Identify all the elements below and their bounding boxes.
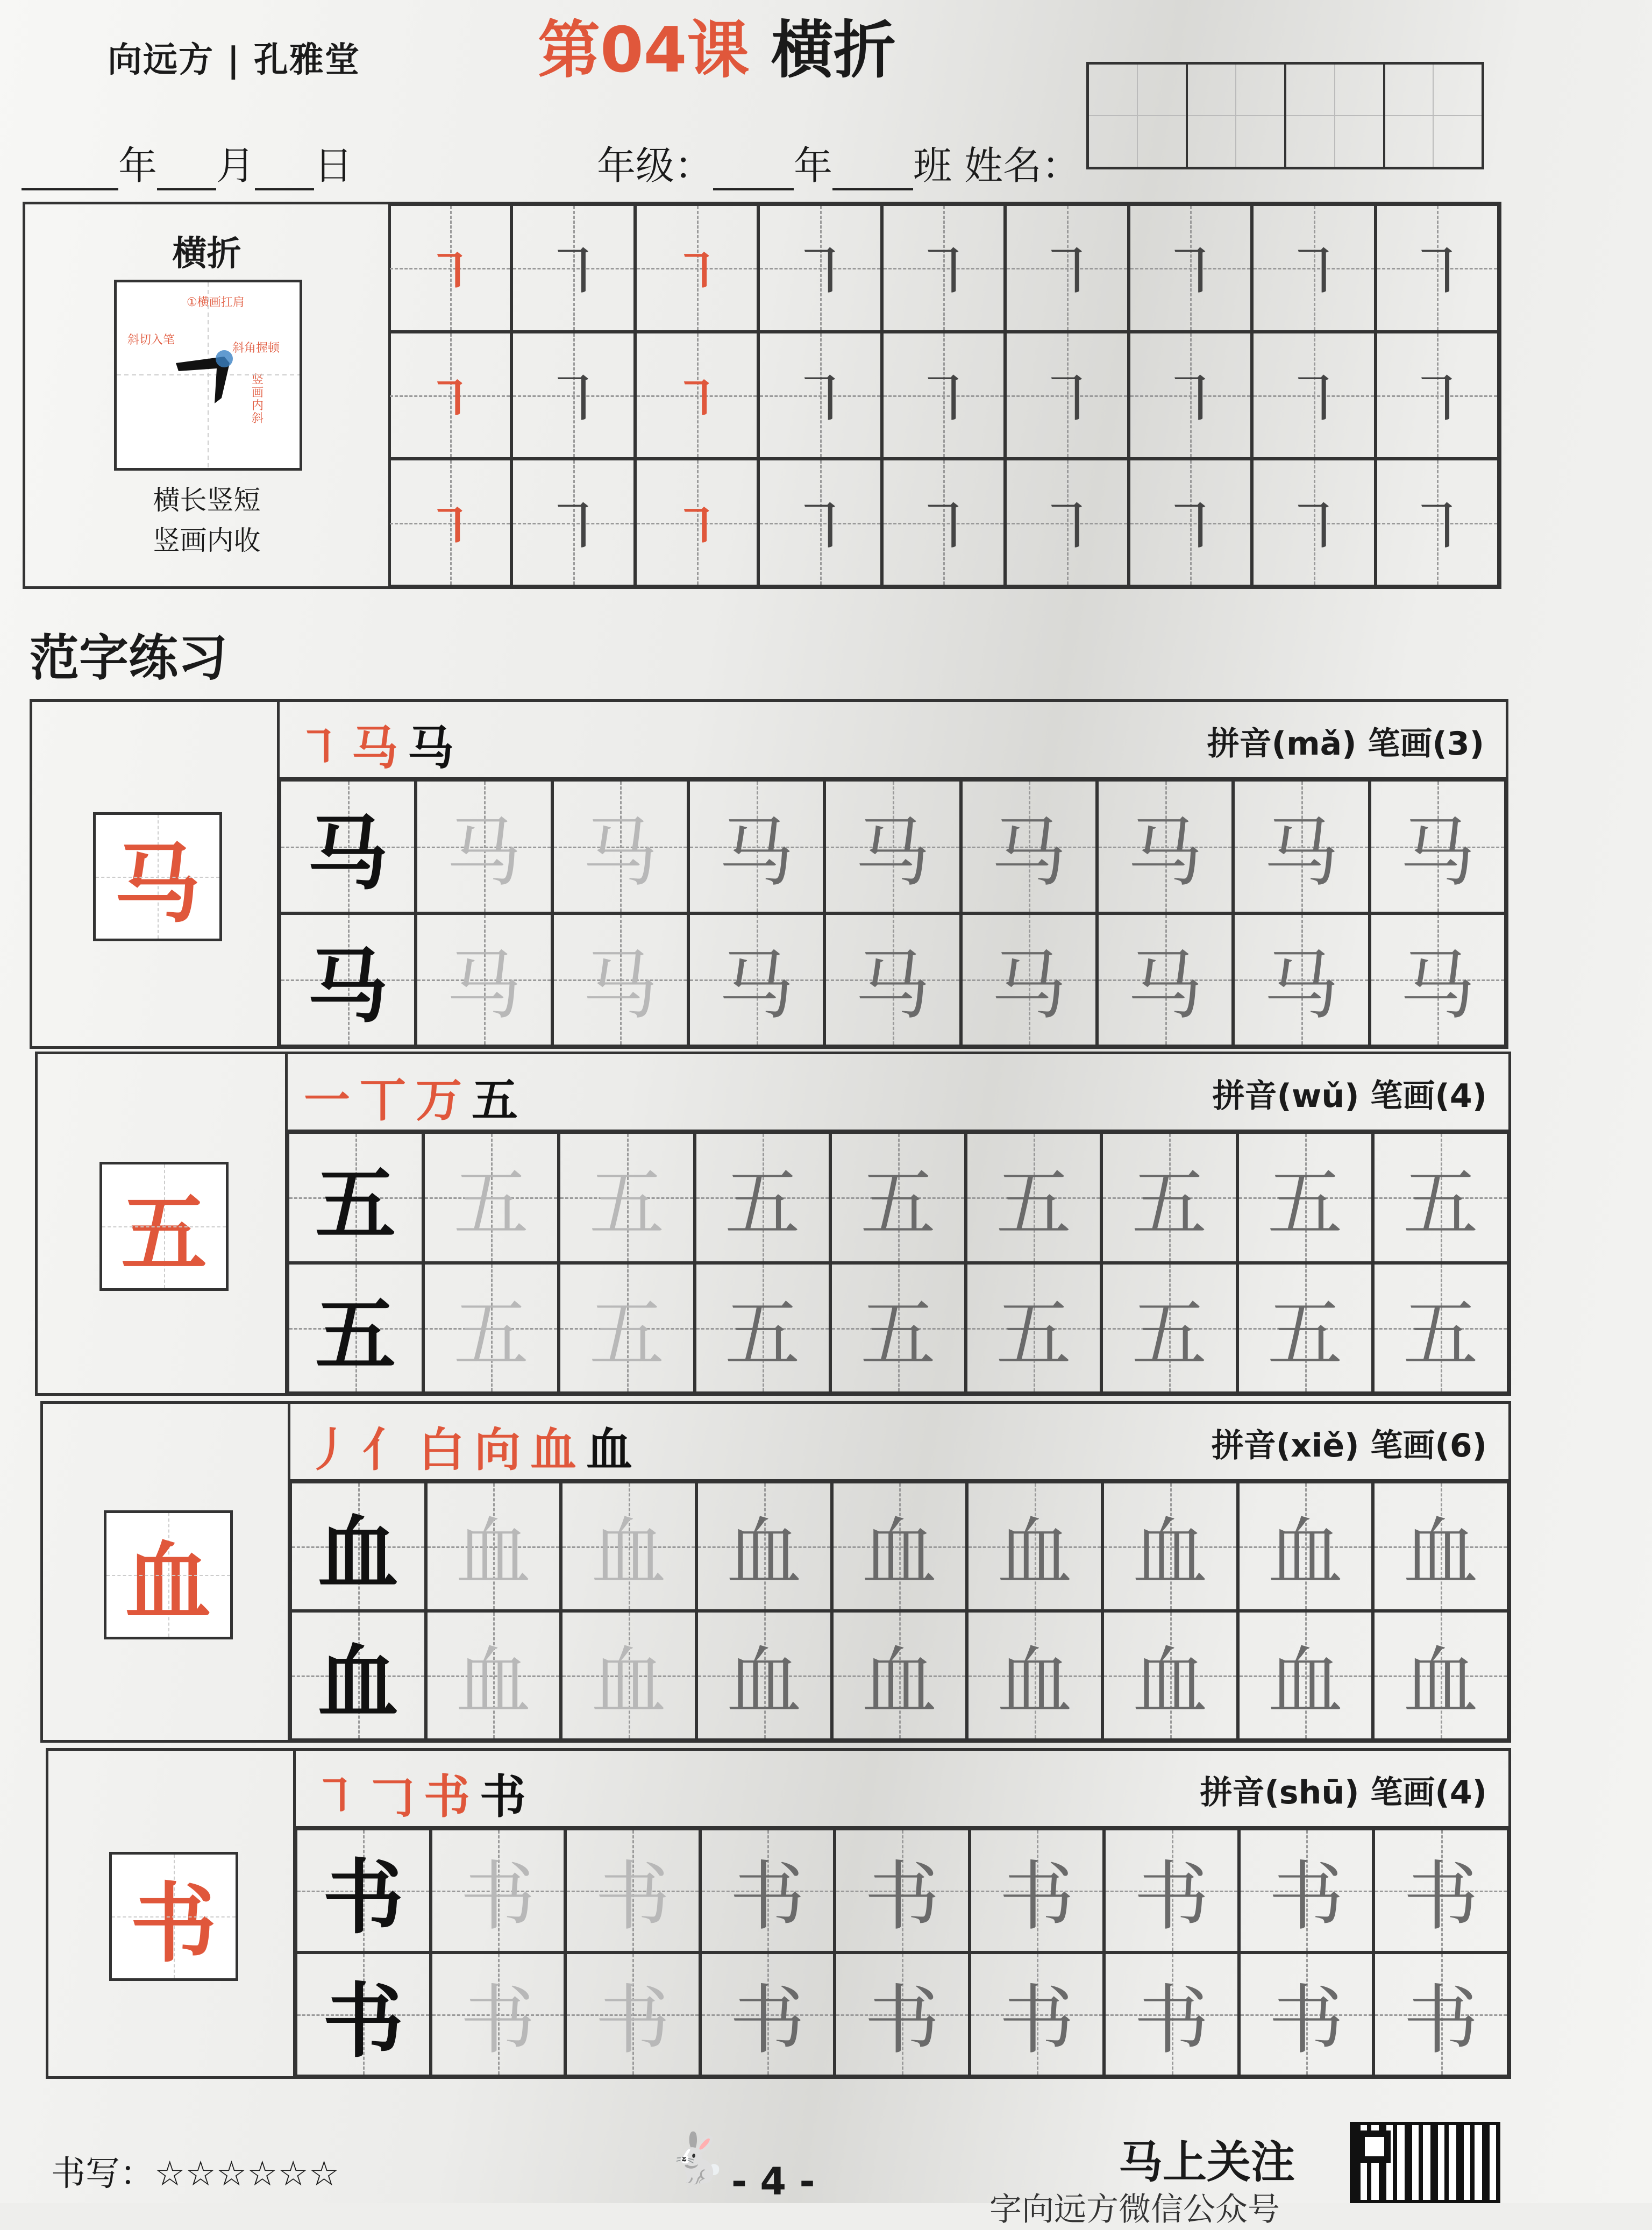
practice-cell[interactable]	[1373, 1611, 1508, 1740]
practice-cell[interactable]	[388, 204, 511, 332]
practice-cell[interactable]	[296, 1952, 431, 2076]
model-character-box	[109, 1852, 238, 1981]
practice-cell[interactable]	[1233, 913, 1369, 1047]
practice-cell[interactable]	[700, 1952, 835, 2076]
character-block	[30, 699, 1508, 1049]
model-sample: 五	[315, 1288, 396, 1382]
practice-cell[interactable]	[511, 204, 635, 332]
practice-cell[interactable]	[824, 913, 960, 1047]
trace-sample: 血	[591, 1638, 667, 1726]
practice-cell[interactable]	[696, 1482, 832, 1611]
model-sample: 马	[307, 807, 388, 901]
class-label: 班	[913, 143, 952, 188]
handwritten-sample: 马	[991, 942, 1067, 1030]
trace-sample: 书	[595, 1977, 671, 2065]
practice-cell[interactable]	[1129, 204, 1252, 332]
character-header	[296, 1751, 1508, 1829]
handwritten-sample: 五	[724, 1160, 800, 1248]
stroke-diagram	[114, 280, 302, 471]
character-practice-grid	[296, 1829, 1508, 2076]
character-preview	[43, 1404, 290, 1740]
rabbit-icon: 🐇	[667, 2130, 728, 2186]
stroke-sample: ㇕	[1405, 491, 1470, 566]
handwritten-sample: 马	[1263, 809, 1339, 897]
practice-cell[interactable]	[1097, 780, 1233, 913]
handwritten-sample: 五	[1131, 1290, 1207, 1379]
handwritten-sample: 书	[1403, 1853, 1479, 1941]
practice-cell[interactable]	[1005, 459, 1128, 586]
practice-cell[interactable]	[966, 1263, 1101, 1394]
stroke-sample: ㇕	[1281, 236, 1346, 311]
practice-cell[interactable]	[1239, 1829, 1374, 1952]
practice-cell[interactable]	[966, 1132, 1101, 1263]
model-character-box	[99, 1162, 229, 1291]
character-block	[35, 1052, 1511, 1396]
practice-cell[interactable]	[695, 1132, 830, 1263]
trace-sample: 血	[455, 1638, 531, 1726]
practice-cell[interactable]	[388, 459, 511, 586]
year-blank[interactable]	[22, 151, 118, 190]
practice-cell[interactable]	[700, 1829, 835, 1952]
stroke-tip: 竖画内收	[153, 525, 261, 556]
stroke-order	[312, 1759, 536, 1826]
stroke-sample: ㇕	[1405, 236, 1470, 311]
practice-cell[interactable]	[1104, 1829, 1239, 1952]
stroke-practice-grid	[388, 204, 1499, 586]
handwritten-sample: 血	[1132, 1509, 1208, 1597]
practice-cell[interactable]	[296, 1829, 431, 1952]
stroke-sample: ㇕	[1281, 363, 1346, 438]
star-rating[interactable]: ☆☆☆☆☆☆	[154, 2154, 340, 2194]
practice-cell[interactable]	[1252, 459, 1375, 586]
practice-cell[interactable]	[426, 1482, 561, 1611]
diagram-note: ①横画扛肩	[187, 296, 245, 309]
character-practice-grid	[288, 1132, 1508, 1393]
stroke-sample: ㇕	[541, 236, 606, 311]
handwritten-sample: 马	[718, 809, 794, 897]
practice-cell[interactable]	[290, 1611, 426, 1740]
stroke-order-step: 马	[408, 721, 464, 775]
stroke-order	[304, 1063, 528, 1130]
year-label: 年	[118, 143, 158, 188]
practice-cell[interactable]	[1376, 459, 1499, 586]
trace-sample: 马	[582, 809, 658, 897]
stroke-order-step: 马	[352, 721, 408, 775]
character-preview	[38, 1054, 288, 1393]
stroke-sample: ㇕	[1281, 491, 1346, 566]
trace-sample: 五	[589, 1290, 665, 1379]
practice-cell[interactable]	[1376, 204, 1499, 332]
practice-cell[interactable]	[832, 1611, 967, 1740]
practice-cell[interactable]	[565, 1952, 700, 2076]
handwritten-sample: 血	[1268, 1638, 1343, 1726]
trace-sample: 书	[460, 1977, 536, 2065]
practice-cell[interactable]	[1005, 204, 1128, 332]
practice-cell[interactable]	[835, 1829, 970, 1952]
practice-cell[interactable]	[1097, 913, 1233, 1047]
handwritten-sample: 血	[997, 1638, 1073, 1726]
practice-cell[interactable]	[830, 1132, 966, 1263]
pinyin-label: 拼音(mǎ)	[1207, 725, 1357, 763]
practice-cell[interactable]	[1237, 1263, 1373, 1394]
name-box[interactable]	[1385, 65, 1482, 167]
stroke-order	[296, 711, 464, 777]
day-label: 日	[314, 143, 353, 188]
model-character: 血	[125, 1531, 211, 1632]
practice-cell[interactable]	[1101, 1132, 1237, 1263]
trace-sample: 血	[455, 1509, 531, 1597]
practice-cell[interactable]	[1238, 1482, 1373, 1611]
handwritten-sample: 书	[729, 1977, 805, 2065]
practice-cell[interactable]	[970, 1829, 1105, 1952]
practice-cell[interactable]	[1373, 1482, 1508, 1611]
lesson-number: 第04课	[538, 14, 750, 87]
stroke-order-step: 万	[416, 1074, 472, 1127]
class-blank[interactable]	[832, 151, 913, 190]
follow-sub-label: 字向远方微信公众号	[989, 2191, 1280, 2228]
practice-cell[interactable]	[970, 1952, 1105, 2076]
practice-cell[interactable]	[561, 1611, 696, 1740]
practice-cell[interactable]	[1373, 1829, 1508, 1952]
handwritten-sample: 书	[864, 1853, 940, 1941]
qr-code-icon[interactable]	[1350, 2122, 1500, 2203]
practice-cell[interactable]	[688, 913, 824, 1047]
practice-cell[interactable]	[967, 1482, 1102, 1611]
name-boxes[interactable]	[1086, 62, 1484, 169]
model-sample: 书	[323, 1851, 404, 1945]
character-meta	[1212, 1420, 1487, 1466]
handwritten-sample: 五	[1402, 1160, 1478, 1248]
stroke-demo-icon	[117, 282, 300, 468]
practice-cell[interactable]	[290, 1482, 426, 1611]
practice-cell[interactable]	[559, 1132, 694, 1263]
trace-sample: 血	[591, 1509, 667, 1597]
practice-cell[interactable]	[561, 1482, 696, 1611]
practice-cell[interactable]	[288, 1263, 423, 1394]
stroke-sample: ㇕	[788, 491, 853, 566]
trace-sample: 五	[453, 1160, 529, 1248]
character-meta	[1207, 718, 1484, 764]
date-line	[22, 134, 353, 190]
model-sample: 马	[307, 940, 388, 1034]
section-title: 范字练习	[30, 629, 228, 687]
practice-cell[interactable]	[565, 1829, 700, 1952]
handwritten-sample: 五	[1131, 1160, 1207, 1248]
practice-cell[interactable]	[635, 204, 758, 332]
stroke-sample: ㇕	[911, 491, 976, 566]
stroke-sample: ㇕	[425, 499, 474, 556]
practice-cell[interactable]	[1102, 1611, 1238, 1740]
class-line	[597, 134, 1080, 190]
handwritten-sample: 马	[1400, 942, 1476, 1030]
character-block	[46, 1748, 1511, 2079]
stroke-order-step: 血	[586, 1423, 642, 1477]
practice-cell[interactable]	[1238, 1611, 1373, 1740]
trace-sample: 五	[589, 1160, 665, 1248]
handwritten-sample: 书	[1134, 1977, 1209, 2065]
name-box[interactable]	[1089, 65, 1188, 167]
character-preview	[48, 1751, 296, 2076]
stroke-order-step: 丅	[360, 1074, 416, 1127]
stroke-order-step: 书	[424, 1770, 480, 1824]
model-sample: 五	[315, 1158, 396, 1252]
stroke-sample: ㇕	[1158, 236, 1223, 311]
practice-cell[interactable]	[830, 1263, 966, 1394]
handwritten-sample: 马	[1400, 809, 1476, 897]
practice-cell[interactable]	[1129, 332, 1252, 459]
handwritten-sample: 马	[855, 809, 930, 897]
stroke-sample: ㇕	[672, 499, 721, 556]
practice-cell[interactable]	[1252, 204, 1375, 332]
practice-cell[interactable]	[1102, 1482, 1238, 1611]
practice-cell[interactable]	[416, 780, 552, 913]
pinyin-label: 拼音(wǔ)	[1212, 1077, 1359, 1115]
practice-cell[interactable]	[1373, 1952, 1508, 2076]
character-practice-grid	[290, 1482, 1508, 1740]
stroke-count-label: 笔画(4)	[1370, 1774, 1487, 1812]
grade-year-label: 年	[794, 143, 833, 188]
practice-cell[interactable]	[426, 1611, 561, 1740]
practice-cell[interactable]	[280, 780, 416, 913]
model-character: 书	[130, 1873, 217, 1974]
model-character-box	[93, 812, 222, 941]
practice-cell[interactable]	[882, 459, 1005, 586]
practice-cell[interactable]	[431, 1952, 566, 2076]
stroke-count-label: 笔画(6)	[1370, 1427, 1487, 1465]
stroke-order-step: 五	[472, 1074, 528, 1127]
stroke-sample: ㇕	[672, 371, 721, 428]
handwritten-sample: 血	[1268, 1509, 1343, 1597]
practice-cell[interactable]	[882, 204, 1005, 332]
stroke-sample: ㇕	[788, 363, 853, 438]
practice-cell[interactable]	[431, 1829, 566, 1952]
handwritten-sample: 马	[718, 942, 794, 1030]
handwritten-sample: 书	[1403, 1977, 1479, 2065]
character-meta	[1200, 1767, 1487, 1813]
diagram-note: 斜切入笔	[127, 333, 175, 347]
name-box[interactable]	[1286, 65, 1385, 167]
handwritten-sample: 书	[999, 1977, 1075, 2065]
practice-cell[interactable]	[758, 204, 881, 332]
stroke-sample: ㇕	[1034, 491, 1099, 566]
practice-cell[interactable]	[1104, 1952, 1239, 2076]
handwritten-sample: 书	[864, 1977, 940, 2065]
practice-cell[interactable]	[1005, 332, 1128, 459]
handwritten-sample: 马	[1263, 942, 1339, 1030]
handwritten-sample: 书	[1134, 1853, 1209, 1941]
stroke-order-step: 𠃌	[368, 1770, 424, 1824]
handwritten-sample: 书	[729, 1853, 805, 1941]
grade-label: 年级：	[597, 143, 714, 188]
trace-sample: 书	[595, 1853, 671, 1941]
handwritten-sample: 五	[1267, 1290, 1343, 1379]
stroke-sample: ㇕	[1158, 363, 1223, 438]
practice-cell[interactable]	[695, 1263, 830, 1394]
practice-cell[interactable]	[288, 1132, 423, 1263]
practice-cell[interactable]	[423, 1263, 559, 1394]
character-header	[288, 1054, 1508, 1132]
character-header	[290, 1404, 1508, 1482]
trace-sample: 马	[582, 942, 658, 1030]
model-character: 五	[120, 1183, 207, 1284]
handwritten-sample: 马	[991, 809, 1067, 897]
stroke-sample: ㇕	[1034, 236, 1099, 311]
handwritten-sample: 书	[1269, 1977, 1344, 2065]
handwritten-sample: 五	[1267, 1160, 1343, 1248]
character-block	[40, 1401, 1511, 1743]
stroke-sample: ㇕	[672, 244, 721, 301]
stroke-order-step: 向	[474, 1423, 530, 1477]
practice-cell[interactable]	[559, 1263, 694, 1394]
brand-logo: 向远方 | 孔雅堂	[108, 40, 360, 80]
practice-cell[interactable]	[1373, 1263, 1508, 1394]
character-preview	[32, 702, 280, 1046]
handwritten-sample: 五	[724, 1290, 800, 1379]
lesson-title	[538, 0, 896, 90]
practice-cell[interactable]	[688, 780, 824, 913]
diagram-note: 竖画内斜	[251, 373, 264, 425]
handwritten-sample: 血	[997, 1509, 1073, 1597]
model-character: 马	[114, 834, 201, 934]
stroke-count-label: 笔画(4)	[1370, 1077, 1487, 1115]
handwritten-sample: 血	[726, 1509, 802, 1597]
practice-cell[interactable]	[832, 1482, 967, 1611]
stroke-tip: 横长竖短	[153, 485, 261, 516]
practice-cell[interactable]	[835, 1952, 970, 2076]
practice-cell[interactable]	[635, 459, 758, 586]
practice-cell[interactable]	[280, 913, 416, 1047]
practice-cell[interactable]	[1376, 332, 1499, 459]
grade-blank[interactable]	[713, 151, 794, 190]
practice-cell[interactable]	[824, 780, 960, 913]
practice-cell[interactable]	[882, 332, 1005, 459]
stroke-order-step: 血	[530, 1423, 586, 1477]
practice-cell[interactable]	[758, 459, 881, 586]
handwritten-sample: 血	[1403, 1509, 1479, 1597]
stroke-order-step: 亻	[362, 1423, 418, 1477]
model-sample: 血	[317, 1507, 398, 1601]
handwritten-sample: 血	[1132, 1638, 1208, 1726]
stroke-order-step: 白	[418, 1423, 474, 1477]
practice-cell[interactable]	[1370, 780, 1506, 913]
stroke-name: 横折	[172, 234, 241, 274]
diagram-note: 斜角握顿	[232, 342, 280, 355]
stroke-sample: ㇕	[1158, 491, 1223, 566]
handwritten-sample: 马	[1127, 942, 1203, 1030]
practice-cell[interactable]	[511, 459, 635, 586]
model-sample: 书	[323, 1975, 404, 2069]
stroke-sample: ㇕	[541, 491, 606, 566]
stroke-count-label: 笔画(3)	[1368, 725, 1484, 763]
practice-cell[interactable]	[552, 780, 688, 913]
stroke-info	[25, 204, 391, 586]
practice-cell[interactable]	[967, 1611, 1102, 1740]
handwritten-sample: 血	[861, 1638, 937, 1726]
stroke-practice-panel	[23, 202, 1501, 589]
stroke-order-step: 书	[480, 1770, 536, 1824]
practice-cell[interactable]	[758, 332, 881, 459]
handwritten-sample: 书	[1269, 1853, 1344, 1941]
handwritten-sample: 马	[1127, 809, 1203, 897]
practice-cell[interactable]	[1129, 459, 1252, 586]
handwritten-sample: 五	[860, 1160, 936, 1248]
practice-cell[interactable]	[696, 1611, 832, 1740]
trace-sample: 五	[453, 1290, 529, 1379]
page-number: - 4 -	[731, 2160, 815, 2204]
writing-rating	[51, 2146, 339, 2196]
handwritten-sample: 五	[860, 1290, 936, 1379]
stroke-order-step: ㇕	[296, 721, 352, 775]
writing-label: 书写：	[51, 2154, 154, 2194]
trace-sample: 马	[446, 942, 522, 1030]
handwritten-sample: 血	[1403, 1638, 1479, 1726]
pinyin-label: 拼音(xiě)	[1211, 1427, 1359, 1465]
trace-sample: 书	[460, 1853, 536, 1941]
model-character-box	[104, 1510, 233, 1639]
stroke-sample: ㇕	[788, 236, 853, 311]
practice-cell[interactable]	[388, 332, 511, 459]
lesson-stroke-name: 横折	[771, 14, 896, 87]
character-header	[280, 702, 1506, 780]
stroke-order-step: 一	[304, 1074, 360, 1127]
character-practice-grid	[280, 780, 1506, 1046]
stroke-sample: ㇕	[911, 236, 976, 311]
follow-label: 马上关注	[1119, 2137, 1295, 2188]
pinyin-label: 拼音(shū)	[1200, 1774, 1359, 1812]
practice-cell[interactable]	[1239, 1952, 1374, 2076]
handwritten-sample: 书	[999, 1853, 1075, 1941]
practice-cell[interactable]	[511, 332, 635, 459]
stroke-sample: ㇕	[1034, 363, 1099, 438]
practice-cell[interactable]	[1370, 913, 1506, 1047]
character-meta	[1213, 1070, 1487, 1117]
stroke-order-step: 丿	[307, 1423, 362, 1477]
stroke-sample: ㇕	[425, 244, 474, 301]
practice-cell[interactable]	[1101, 1263, 1237, 1394]
stroke-sample: ㇕	[911, 363, 976, 438]
handwritten-sample: 血	[726, 1638, 802, 1726]
handwritten-sample: 五	[996, 1160, 1072, 1248]
stroke-sample: ㇕	[1405, 363, 1470, 438]
name-label: 姓名：	[964, 143, 1080, 188]
handwritten-sample: 五	[1402, 1290, 1478, 1379]
practice-cell[interactable]	[552, 913, 688, 1047]
practice-cell[interactable]	[423, 1132, 559, 1263]
handwritten-sample: 血	[861, 1509, 937, 1597]
practice-cell[interactable]	[635, 332, 758, 459]
trace-sample: 马	[446, 809, 522, 897]
practice-cell[interactable]	[1373, 1132, 1508, 1263]
practice-cell[interactable]	[1233, 780, 1369, 913]
stroke-sample: ㇕	[425, 371, 474, 428]
stroke-sample: ㇕	[541, 363, 606, 438]
stroke-order	[307, 1412, 642, 1479]
day-blank[interactable]	[255, 151, 314, 190]
practice-cell[interactable]	[961, 913, 1097, 1047]
practice-cell[interactable]	[1252, 332, 1375, 459]
practice-cell[interactable]	[961, 780, 1097, 913]
practice-cell[interactable]	[416, 913, 552, 1047]
practice-cell[interactable]	[1237, 1132, 1373, 1263]
handwritten-sample: 五	[996, 1290, 1072, 1379]
stroke-order-step: ㇕	[312, 1770, 368, 1824]
handwritten-sample: 马	[855, 942, 930, 1030]
month-label: 月	[216, 143, 255, 188]
name-box[interactable]	[1188, 65, 1287, 167]
month-blank[interactable]	[157, 151, 216, 190]
model-sample: 血	[317, 1636, 398, 1730]
